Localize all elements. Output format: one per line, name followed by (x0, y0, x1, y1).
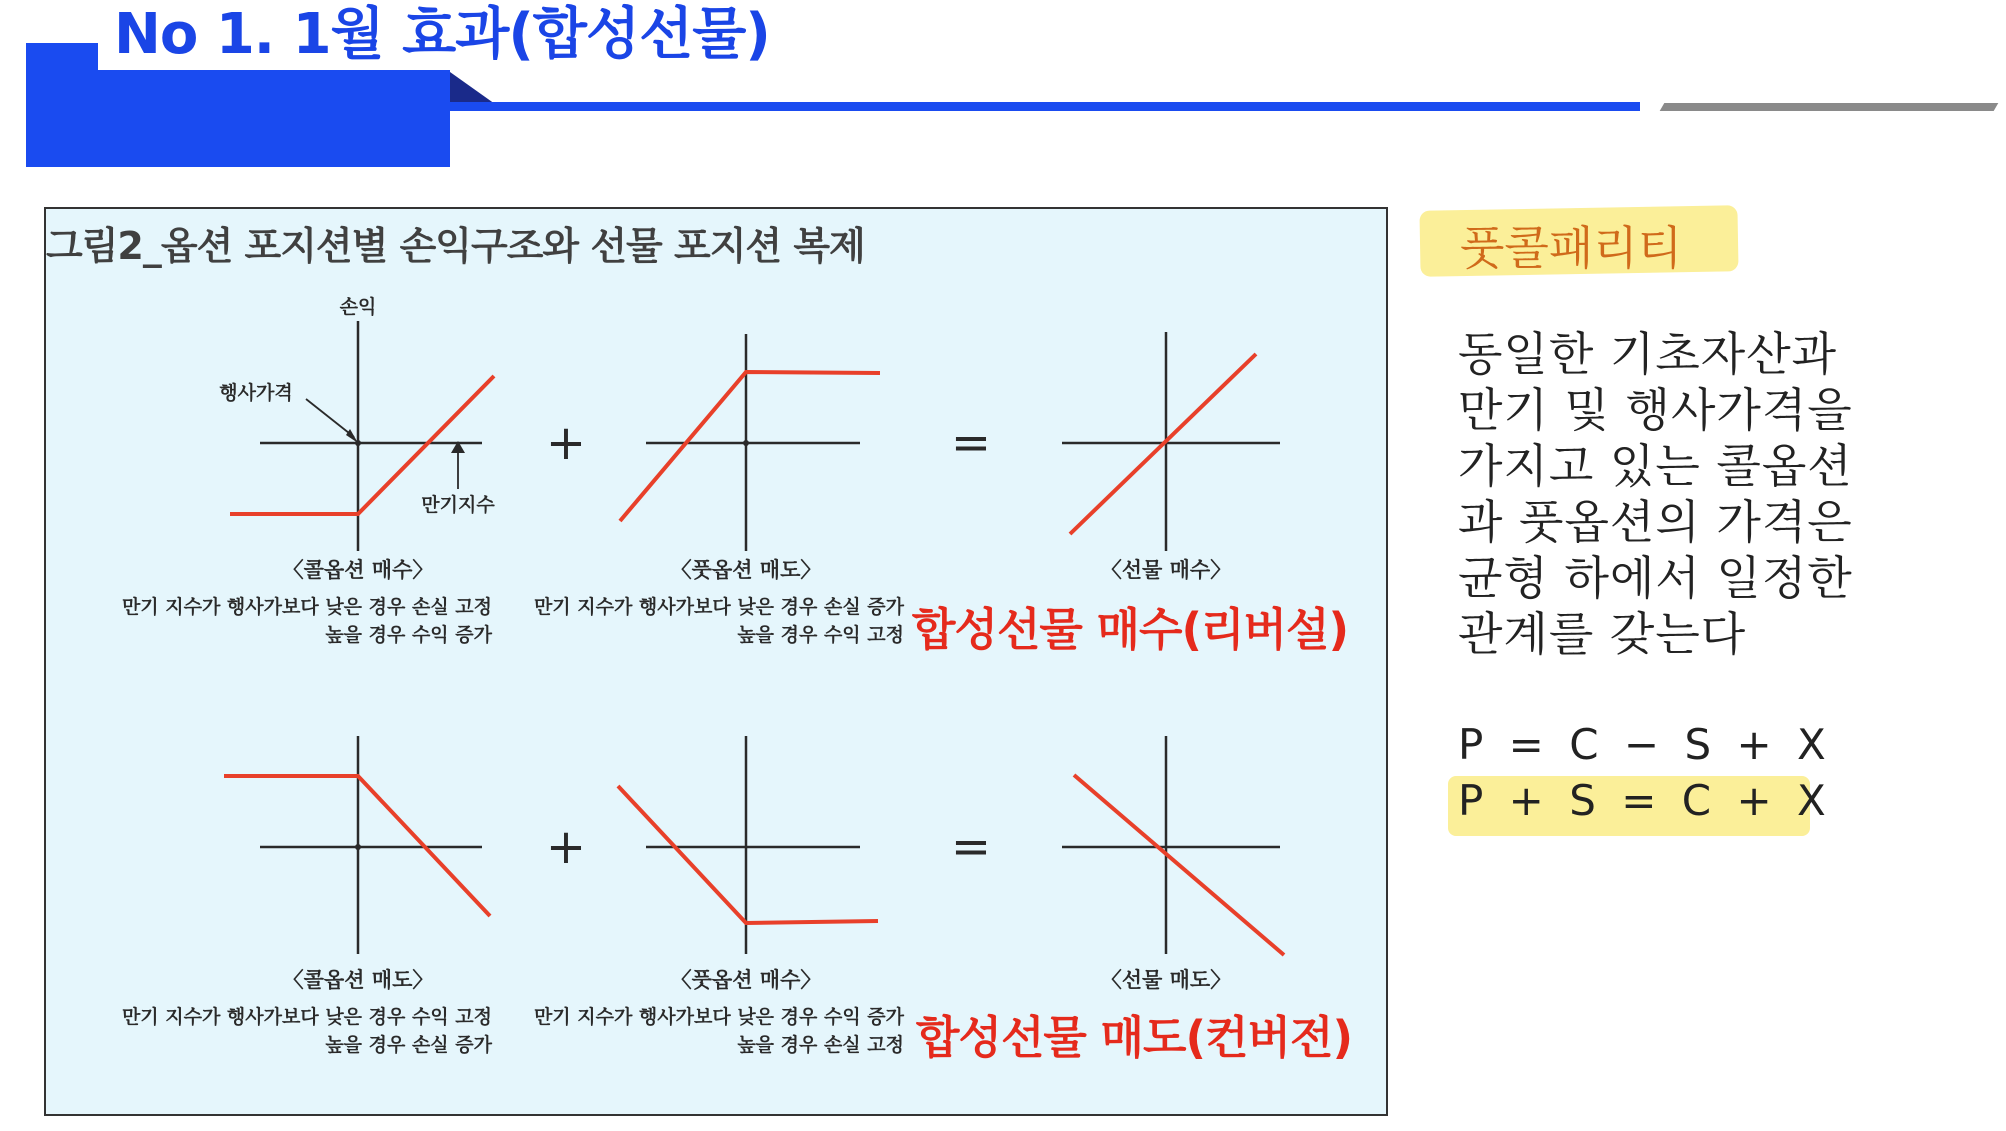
payoff-long-put (618, 786, 878, 923)
formula-2: P + S = C + X (1458, 776, 1832, 825)
title-rule-gray (1660, 103, 1999, 111)
origin-dot-r1p2 (743, 440, 749, 446)
plus-operator-r1: + (545, 415, 587, 471)
origin-dot-r1p1 (355, 440, 361, 446)
r1p2-title: 〈풋옵션 매도〉 (670, 558, 822, 582)
note-line-2: 만기 및 행사가격을 (1458, 383, 1853, 437)
formula-1: P = C − S + X (1458, 720, 1832, 769)
figure-caption: 그림2_옵션 포지션별 손익구조와 선물 포지션 복제 (46, 224, 865, 268)
r2p1-note1: 만기 지수가 행사가보다 낮은 경우 수익 고정 (121, 1006, 492, 1028)
r1p1-title: 〈콜옵션 매수〉 (282, 558, 434, 582)
r1p1-note2: 높을 경우 수익 증가 (325, 624, 492, 646)
title-rule-blue (450, 102, 1640, 111)
title-rule-corner (450, 72, 495, 104)
r2p2-note1: 만기 지수가 행사가보다 낮은 경우 수익 증가 (533, 1006, 904, 1028)
note-line-3: 가지고 있는 콜옵션 (1458, 439, 1853, 493)
note-line-5: 균형 하에서 일정한 (1458, 551, 1853, 605)
equals-operator-r1: = (950, 415, 992, 471)
payoff-short-put (620, 372, 880, 521)
r2p2-title: 〈풋옵션 매수〉 (670, 968, 822, 992)
slide-title: No 1. 1월 효과(합성선물) (114, 2, 770, 67)
figure-panel (44, 207, 1388, 1116)
r1p2-note2: 높을 경우 수익 고정 (737, 624, 904, 646)
origin-dot-r2p1 (355, 844, 361, 850)
equals-operator-r2: = (950, 819, 992, 875)
payoff-short-future (1074, 775, 1284, 955)
r2p3-title: 〈선물 매도〉 (1100, 968, 1232, 992)
note-line-1: 동일한 기초자산과 (1458, 327, 1838, 381)
payoff-diagrams (46, 209, 1388, 1116)
synthetic-long-label: 합성선물 매수(리버설) (912, 603, 1349, 656)
note-line-4: 과 풋옵션의 가격은 (1458, 495, 1853, 549)
strike-pointer (306, 399, 354, 437)
expiry-index-label: 만기지수 (421, 494, 495, 516)
r1p1-note1: 만기 지수가 행사가보다 낮은 경우 손실 고정 (121, 596, 492, 618)
r2p1-note2: 높을 경우 손실 증가 (325, 1034, 492, 1056)
r2p1-title: 〈콜옵션 매도〉 (282, 968, 434, 992)
r1p2-note1: 만기 지수가 행사가보다 낮은 경우 손실 증가 (533, 596, 904, 618)
plus-operator-r2: + (545, 819, 587, 875)
synthetic-short-label: 합성선물 매도(컨버전) (916, 1011, 1353, 1064)
y-axis-label: 손익 (339, 296, 377, 318)
r1p3-title: 〈선물 매수〉 (1100, 558, 1232, 582)
strike-label: 행사가격 (219, 382, 293, 404)
r2p2-note2: 높을 경우 손실 고정 (737, 1034, 904, 1056)
note-line-6: 관계를 갖는다 (1458, 607, 1747, 661)
put-call-parity-heading: 풋콜패리티 (1460, 221, 1683, 275)
